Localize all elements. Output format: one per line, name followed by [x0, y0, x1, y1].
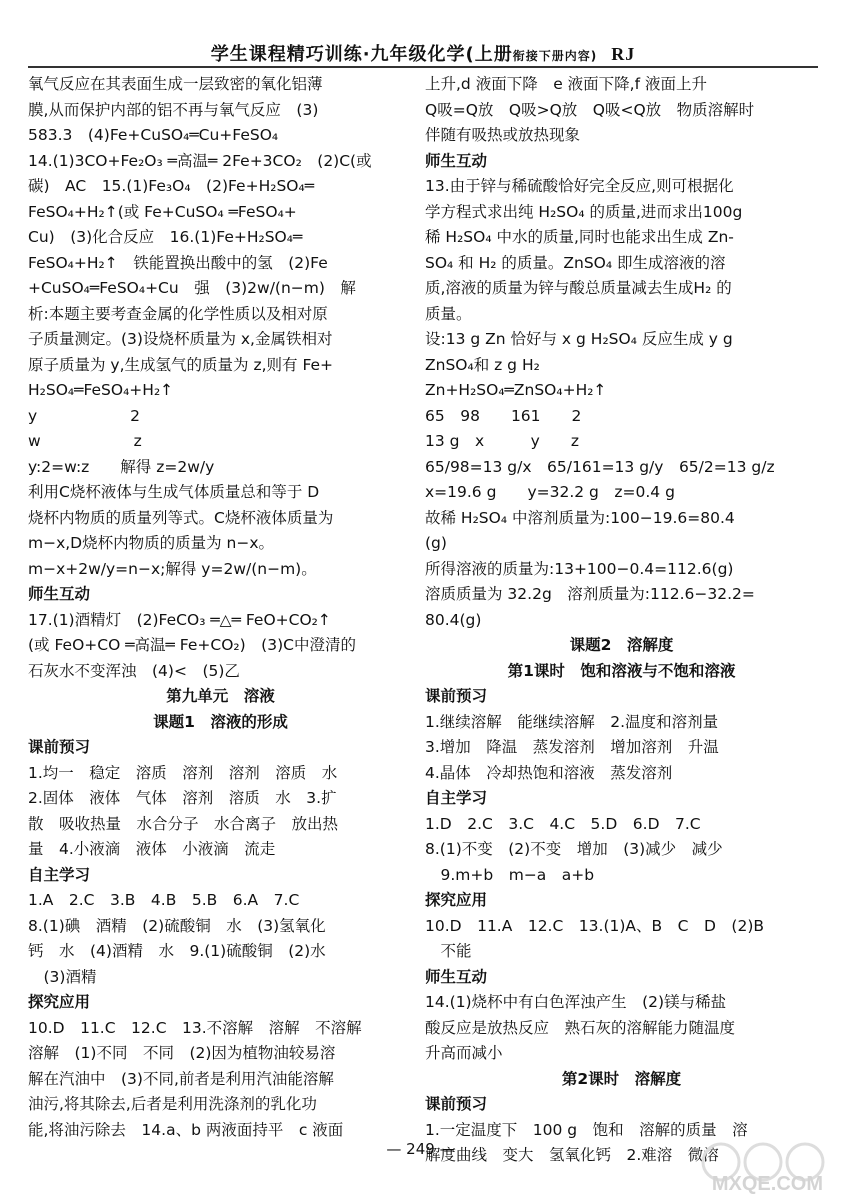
section-heading: 第1课时 饱和溶液与不饱和溶液: [507, 661, 736, 680]
text-line: 13 g x y z: [425, 432, 579, 450]
text-line: (或 FeO+CO ═高温═ Fe+CO₂) (3)C中澄清的: [28, 636, 356, 654]
text-line: Zn+H₂SO₄═ZnSO₄+H₂↑: [425, 381, 607, 399]
text-line: 1.均一 稳定 溶质 溶剂 溶剂 溶质 水: [28, 763, 338, 782]
text-line: Q吸=Q放 Q吸>Q放 Q吸<Q放 物质溶解时: [425, 100, 755, 119]
text-line: w z: [28, 432, 142, 450]
text-line: 17.(1)酒精灯 (2)FeCO₃ ═△═ FeO+CO₂↑: [28, 610, 331, 629]
text-line: 膜,从而保护内部的铝不再与氧气反应 (3): [28, 100, 319, 119]
text-line: 14.(1)烧杯中有白色浑浊产生 (2)镁与稀盐: [425, 993, 727, 1011]
text-line: 溶质质量为 32.2g 溶剂质量为:112.6−32.2=: [425, 585, 755, 603]
text-line: 石灰水不变浑浊 (4)< (5)乙: [28, 661, 240, 680]
text-line: 量 4.小液滴 液体 小液滴 流走: [28, 840, 276, 858]
text-line: 子质量测定。(3)设烧杯质量为 x,金属铁相对: [28, 330, 333, 348]
text-line: 质量。: [425, 304, 472, 323]
text-line: 升高而减小: [425, 1044, 503, 1062]
section-heading: 课前预习: [425, 1095, 488, 1113]
text-line: 碳) AC 15.(1)Fe₃O₄ (2)Fe+H₂SO₄═: [28, 177, 315, 195]
text-line: m−x,D烧杯内物质的质量为 n−x。: [28, 534, 275, 552]
text-line: 65 98 161 2: [425, 406, 582, 425]
text-line: H₂SO₄═FeSO₄+H₂↑: [28, 381, 174, 399]
section-heading: 课前预习: [425, 687, 488, 705]
text-line: 析:本题主要考查金属的化学性质以及相对原: [28, 304, 328, 323]
header-title: 学生课程精巧训练·九年级化学(上册: [210, 44, 513, 65]
text-line: 不能: [425, 942, 472, 960]
text-line: 13.由于锌与稀硫酸恰好完全反应,则可根据化: [425, 177, 734, 195]
text-line: 10.D 11.C 12.C 13.不溶解 溶解 不溶解: [28, 1018, 362, 1037]
text-line: 原子质量为 y,生成氢气的质量为 z,则有 Fe+: [28, 355, 334, 374]
section-heading: 课题1 溶液的形成: [153, 712, 288, 731]
section-heading: 课前预习: [28, 738, 91, 756]
text-line: 80.4(g): [425, 610, 482, 629]
text-line: y:2=w:z 解得 z=2w/y: [28, 457, 215, 476]
text-line: 3.增加 降温 蒸发溶剂 增加溶剂 升温: [425, 738, 719, 756]
text-line: 利用C烧杯液体与生成气体质量总和等于 D: [28, 483, 320, 501]
text-line: 故稀 H₂SO₄ 中溶剂质量为:100−19.6=80.4: [425, 508, 735, 527]
left-column: [28, 72, 413, 1143]
text-line: 学方程式求出纯 H₂SO₄ 的质量,进而求出100g: [425, 202, 743, 221]
header-rule: [28, 66, 818, 68]
section-heading: 师生互动: [28, 585, 91, 603]
text-line: 10.D 11.A 12.C 13.(1)A、B C D (2)B: [425, 916, 765, 935]
text-line: 9.m+b m−a a+b: [425, 865, 595, 884]
text-line: x=19.6 g y=32.2 g z=0.4 g: [425, 483, 675, 501]
text-line: 解在汽油中 (3)不同,前者是利用汽油能溶解: [28, 1069, 334, 1088]
text-line: 2.固体 液体 气体 溶剂 溶质 水 3.扩: [28, 789, 337, 807]
page-header: [28, 40, 818, 66]
watermark-text: MXQE.COM: [711, 1173, 823, 1195]
text-line: 1.D 2.C 3.C 4.C 5.D 6.D 7.C: [425, 814, 701, 833]
text-line: 钙 水 (4)酒精 水 9.(1)硫酸铜 (2)水: [28, 942, 326, 960]
text-line: 14.(1)3CO+Fe₂O₃ ═高温═ 2Fe+3CO₂ (2)C(或: [28, 151, 372, 170]
text-line: 8.(1)不变 (2)不变 增加 (3)减少 减少: [425, 840, 723, 858]
section-heading: 探究应用: [28, 993, 91, 1011]
text-line: 烧杯内物质的质量列等式。C烧杯液体质量为: [28, 508, 334, 527]
section-heading: 师生互动: [425, 967, 488, 986]
section-heading: 自主学习: [28, 865, 91, 884]
text-line: Cu) (3)化合反应 16.(1)Fe+H₂SO₄═: [28, 228, 303, 246]
text-line: 稀 H₂SO₄ 中水的质量,同时也能求出生成 Zn-: [425, 228, 734, 246]
text-line: 上升,d 液面下降 e 液面下降,f 液面上升: [425, 75, 707, 93]
text-line: 583.3 (4)Fe+CuSO₄═Cu+FeSO₄: [28, 126, 279, 144]
text-line: 溶解 (1)不同 不同 (2)因为植物油较易溶: [28, 1044, 336, 1062]
text-line: FeSO₄+H₂↑(或 Fe+CuSO₄ ═FeSO₄+: [28, 202, 297, 221]
text-line: 65/98=13 g/x 65/161=13 g/y 65/2=13 g/z: [425, 457, 775, 476]
text-line: 伴随有吸热或放热现象: [425, 126, 581, 144]
section-heading: 探究应用: [425, 891, 488, 909]
text-line: 酸反应是放热反应 熟石灰的溶解能力随温度: [425, 1018, 736, 1037]
text-line: ZnSO₄和 z g H₂: [425, 355, 540, 374]
header-subtitle: 衔接下册内容): [512, 49, 598, 63]
text-line: 散 吸收热量 水合分子 水合离子 放出热: [28, 814, 339, 833]
text-line: 所得溶液的质量为:13+100−0.4=112.6(g): [425, 559, 734, 578]
text-line: 8.(1)碘 酒精 (2)硫酸铜 水 (3)氢氧化: [28, 916, 326, 935]
text-line: y 2: [28, 406, 141, 425]
header-tag: RJ: [611, 44, 636, 64]
text-line: +CuSO₄═FeSO₄+Cu 强 (3)2w/(n−m) 解: [28, 279, 356, 297]
text-line: 1.继续溶解 能继续溶解 2.温度和溶剂量: [425, 712, 719, 731]
section-heading: 第九单元 溶液: [166, 687, 275, 705]
text-line: FeSO₄+H₂↑ 铁能置换出酸中的氢 (2)Fe: [28, 253, 328, 272]
right-column: [425, 72, 818, 1169]
text-line: m−x+2w/y=n−x;解得 y=2w/(n−m)。: [28, 559, 317, 578]
text-line: 设:13 g Zn 恰好与 x g H₂SO₄ 反应生成 y g: [425, 330, 733, 348]
section-heading: 课题2 溶解度: [569, 636, 674, 654]
text-line: 1.A 2.C 3.B 4.B 5.B 6.A 7.C: [28, 891, 300, 909]
text-line: SO₄ 和 H₂ 的质量。ZnSO₄ 即生成溶液的溶: [425, 253, 726, 272]
text-line: 氧气反应在其表面生成一层致密的氧化铝薄: [28, 75, 323, 93]
text-line: (g): [425, 534, 447, 552]
text-line: 油污,将其除去,后者是利用洗涤剂的乳化功: [28, 1095, 317, 1113]
text-line: 能,将油污除去 14.a、b 两液面持平 c 液面: [28, 1120, 344, 1139]
text-line: 1.一定温度下 100 g 饱和 溶解的质量 溶: [425, 1120, 748, 1139]
page-number: — 249 —: [386, 1140, 455, 1158]
section-heading: 自主学习: [425, 789, 488, 807]
text-line: 质,溶液的质量为锌与酸总质量减去生成H₂ 的: [425, 279, 732, 297]
text-line: 4.晶体 冷却热饱和溶液 蒸发溶剂: [425, 763, 673, 782]
section-heading: 师生互动: [425, 151, 488, 170]
section-heading: 第2课时 溶解度: [561, 1069, 682, 1088]
text-line: (3)酒精: [28, 967, 97, 986]
text-line: 解度曲线 变大 氢氧化钙 2.难溶 微溶: [425, 1146, 719, 1164]
